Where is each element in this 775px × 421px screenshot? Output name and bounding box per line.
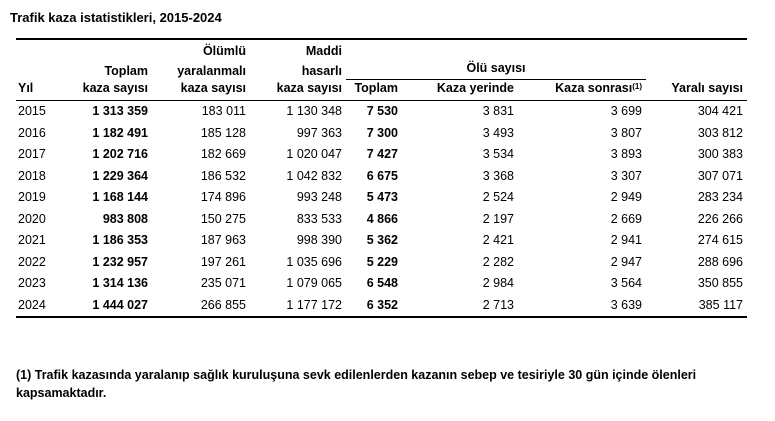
deaths-at-scene-cell: 3 493 — [482, 125, 514, 140]
deaths-at-scene-cell: 2 282 — [482, 254, 514, 269]
deaths-at-scene-cell: 2 524 — [482, 190, 514, 204]
total-accidents-cell: 1 186 353 — [92, 233, 148, 247]
header-kaza-sonrasi-label: Kaza sonrası — [555, 81, 633, 95]
fatal-injury-accidents-cell: 187 963 — [200, 233, 246, 247]
deaths-at-scene-cell: 2 984 — [482, 276, 514, 290]
deaths-at-scene-cell: 3 831 — [482, 104, 514, 118]
property-damage-accidents-cell: 833 533 — [296, 211, 342, 226]
total-accidents-cell: 1 229 364 — [92, 168, 148, 183]
property-damage-accidents-cell: 1 079 065 — [286, 276, 342, 290]
injured-count-cell: 385 117 — [646, 295, 747, 318]
property-damage-accidents-cell: 998 390 — [296, 233, 342, 247]
year-cell: 2017 — [18, 147, 46, 161]
table-row — [16, 123, 747, 145]
header-maddi-line2: hasarlı — [301, 63, 342, 78]
total-deaths-cell: 5 229 — [366, 254, 398, 269]
total-accidents-cell: 1 168 144 — [92, 190, 148, 204]
total-deaths-cell: 4 866 — [366, 211, 398, 226]
fatal-injury-accidents-cell: 182 669 — [200, 147, 246, 161]
injured-count-cell: 226 266 — [697, 211, 743, 226]
header-olumlu-line3: kaza sayısı — [152, 80, 250, 101]
deaths-at-scene-cell: 3 534 — [482, 147, 514, 161]
property-damage-accidents-cell: 1 020 047 — [286, 147, 342, 161]
deaths-after-accident-cell: 2 947 — [610, 254, 642, 269]
total-accidents-cell: 1 444 027 — [68, 295, 152, 318]
injured-count-cell: 288 696 — [697, 254, 743, 269]
header-olu-sayisi: Ölü sayısı — [346, 60, 646, 80]
total-accidents-cell: 1 313 359 — [92, 104, 148, 118]
header-olumlu-line1: Ölümlü — [202, 44, 246, 58]
deaths-after-accident-cell: 2 949 — [610, 190, 642, 204]
total-deaths-cell: 6 548 — [366, 276, 398, 290]
header-maddi-line1: Maddi — [305, 44, 342, 58]
accident-statistics-table — [16, 38, 747, 318]
deaths-after-accident-cell: 3 307 — [610, 168, 642, 183]
table-row — [16, 252, 747, 274]
table-row — [16, 144, 747, 166]
total-deaths-cell: 6 675 — [366, 168, 398, 183]
fatal-injury-accidents-cell: 174 896 — [200, 190, 246, 204]
injured-count-cell: 274 615 — [697, 233, 743, 247]
header-kaza-sonrasi — [518, 80, 646, 101]
total-accidents-cell: 1 314 136 — [92, 276, 148, 290]
injured-count-cell: 300 383 — [697, 147, 743, 161]
footnote: (1) Trafik kazasında yaralanıp sağlık kuruluşuna sevk edilenlerden kazanın sebep ve tesiriyle 30 gün içinde ölenleri kapsamaktadır. — [16, 368, 697, 400]
injured-count-cell: 350 855 — [697, 276, 743, 290]
total-deaths-cell: 7 300 — [366, 125, 398, 140]
injured-count-cell: 283 234 — [697, 190, 743, 204]
header-olu-toplam: Toplam — [346, 80, 402, 101]
fatal-injury-accidents-cell: 183 011 — [201, 104, 246, 118]
deaths-after-accident-cell: 2 941 — [610, 233, 642, 247]
fatal-injury-accidents-cell: 197 261 — [200, 254, 246, 269]
fatal-injury-accidents-cell: 185 128 — [200, 125, 246, 140]
deaths-after-accident-cell: 3 639 — [518, 295, 646, 318]
table-row — [16, 209, 747, 231]
year-cell: 2020 — [18, 211, 46, 226]
fatal-injury-accidents-cell: 186 532 — [200, 168, 246, 183]
table-row — [16, 273, 747, 295]
header-olumlu-line2: yaralanmalı — [177, 63, 246, 78]
total-deaths-cell: 7 530 — [366, 104, 398, 118]
deaths-after-accident-cell: 3 807 — [610, 125, 642, 140]
table-row — [16, 187, 747, 209]
fatal-injury-accidents-cell: 235 071 — [200, 276, 246, 290]
property-damage-accidents-cell: 1 130 348 — [286, 104, 342, 118]
table-row — [16, 101, 747, 123]
injured-count-cell: 307 071 — [697, 168, 743, 183]
total-deaths-cell: 5 473 — [366, 190, 398, 204]
year-cell: 2021 — [18, 233, 46, 247]
fatal-injury-accidents-cell: 150 275 — [200, 211, 246, 226]
year-cell: 2022 — [18, 254, 46, 269]
deaths-after-accident-cell: 3 699 — [610, 104, 642, 118]
table-header — [16, 39, 747, 101]
deaths-at-scene-cell: 2 197 — [482, 211, 514, 226]
header-toplam-line2: kaza sayısı — [68, 80, 152, 101]
table-body — [16, 101, 747, 318]
table-row — [16, 230, 747, 252]
property-damage-accidents-cell: 997 363 — [296, 125, 342, 140]
header-yarali-sayisi: Yaralı sayısı — [646, 80, 747, 101]
property-damage-accidents-cell: 1 035 696 — [286, 254, 342, 269]
injured-count-cell: 304 421 — [697, 104, 743, 118]
total-deaths-cell: 5 362 — [366, 233, 398, 247]
table-row — [16, 166, 747, 188]
year-cell: 2018 — [18, 168, 46, 183]
total-accidents-cell: 1 232 957 — [92, 254, 148, 269]
property-damage-accidents-cell: 1 042 832 — [286, 168, 342, 183]
total-accidents-cell: 1 202 716 — [92, 147, 148, 161]
header-kaza-yerinde: Kaza yerinde — [402, 80, 518, 101]
deaths-after-accident-cell: 3 564 — [610, 276, 642, 290]
year-cell: 2015 — [18, 104, 46, 118]
year-cell: 2019 — [18, 190, 46, 204]
header-toplam-line1: Toplam — [104, 63, 148, 78]
deaths-after-accident-cell: 2 669 — [610, 211, 642, 226]
header-maddi-line3: kaza sayısı — [250, 80, 346, 101]
total-deaths-cell: 6 352 — [346, 295, 402, 318]
total-accidents-cell: 983 808 — [102, 211, 148, 226]
table-row — [16, 295, 747, 318]
deaths-at-scene-cell: 2 421 — [482, 233, 514, 247]
deaths-at-scene-cell: 2 713 — [402, 295, 518, 318]
header-yil: Yıl — [16, 80, 68, 101]
page-title: Trafik kaza istatistikleri, 2015-2024 — [10, 10, 222, 25]
deaths-after-accident-cell: 3 893 — [610, 147, 642, 161]
total-deaths-cell: 7 427 — [366, 147, 398, 161]
fatal-injury-accidents-cell: 266 855 — [152, 295, 250, 318]
year-cell: 2024 — [16, 295, 68, 318]
total-accidents-cell: 1 182 491 — [92, 125, 148, 140]
property-damage-accidents-cell: 993 248 — [296, 190, 342, 204]
year-cell: 2023 — [18, 276, 46, 290]
year-cell: 2016 — [18, 125, 46, 140]
injured-count-cell: 303 812 — [697, 125, 743, 140]
deaths-at-scene-cell: 3 368 — [482, 168, 514, 183]
property-damage-accidents-cell: 1 177 172 — [250, 295, 346, 318]
footnote-marker: (1) — [632, 82, 642, 91]
